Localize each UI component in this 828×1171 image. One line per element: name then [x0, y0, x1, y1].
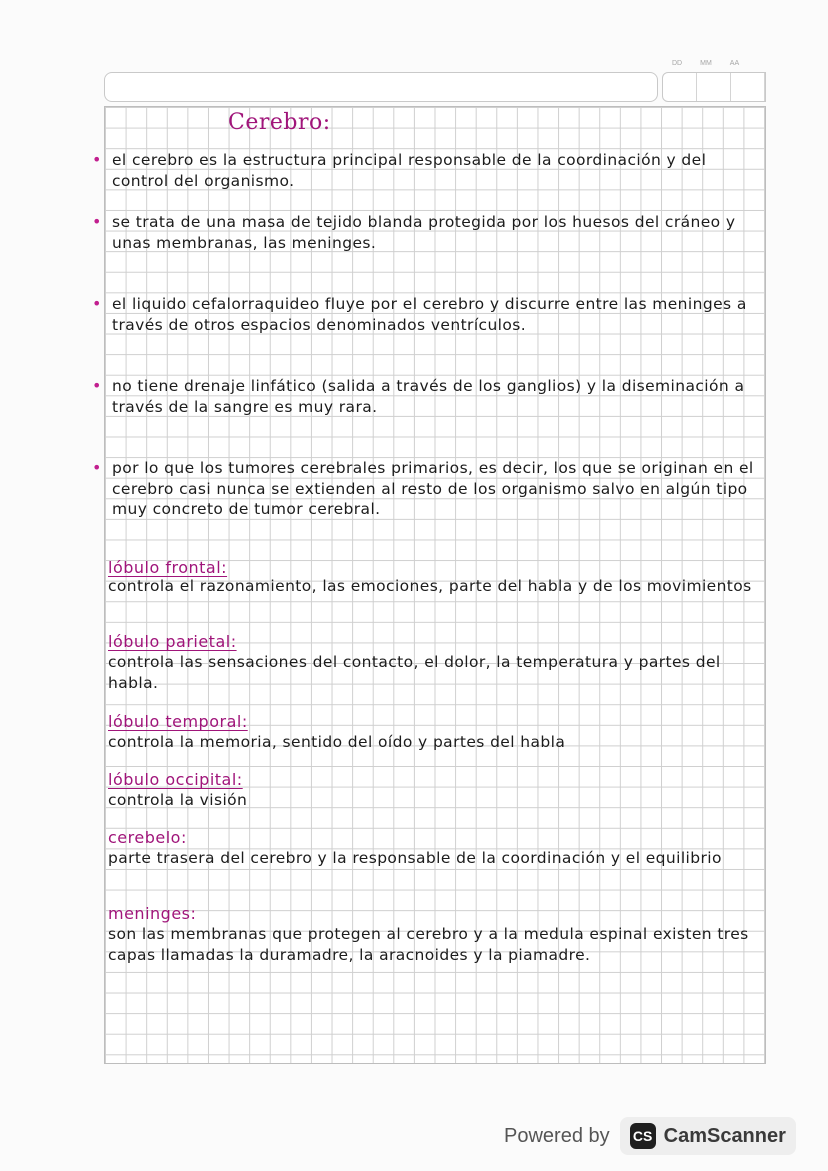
section-heading-frontal: lóbulo frontal: [108, 558, 228, 577]
section-text-parietal: controla las sensaciones del contacto, el dolor, la temperatura y partes del habla. [108, 653, 721, 692]
section-text-cerebelo: parte trasera del cerebro y la responsable de la coordinación y el equilibrio [108, 849, 722, 867]
section-text-frontal: controla el razonamiento, las emociones, parte del habla y de los movimientos [108, 577, 752, 595]
section-heading-occipital: lóbulo occipital: [108, 770, 243, 789]
header-row [104, 72, 764, 102]
section-heading-cerebelo: cerebelo: [108, 828, 187, 847]
powered-by-label: Powered by [504, 1124, 610, 1147]
section-heading-temporal: lóbulo temporal: [108, 712, 248, 731]
camscanner-watermark [504, 1116, 796, 1156]
date-label-day: DD [672, 60, 683, 67]
bullet-item: • por lo que los tumores cerebrales primarios, es decir, los que se originan en el cerebro casi nunca se extienden al resto de los organismo salvo en algún tipo muy concreto de tumor cerebral. [112, 458, 760, 520]
section-text-meninges: son las membranas que protegen al cerebro y a la medula espinal existen tres capas llamadas la duramadre, la aracnoides y la piamadre. [108, 925, 749, 964]
date-box [662, 72, 766, 102]
date-labels [672, 60, 772, 67]
date-cell-day [663, 73, 697, 101]
bullet-item: • se trata de una masa de tejido blanda protegida por los huesos del cráneo y unas membranas, las meninges. [112, 212, 760, 253]
camscanner-badge [620, 1117, 796, 1155]
page-title: Cerebro: [228, 110, 331, 135]
bullet-item: • el cerebro es la estructura principal responsable de la coordinación y del control del organismo. [112, 150, 760, 191]
camscanner-brand: CamScanner [663, 1124, 786, 1147]
date-label-month: MM [700, 60, 712, 67]
date-cell-month [697, 73, 731, 101]
section-text-temporal: controla la memoria, sentido del oído y partes del habla [108, 733, 566, 751]
title-box [104, 72, 658, 102]
section-heading-meninges: meninges: [108, 904, 197, 923]
date-cell-year [731, 73, 765, 101]
date-label-year: AA [729, 60, 740, 67]
section-text-occipital: controla la visión [108, 791, 248, 809]
bullet-item: • el liquido cefalorraquideo fluye por el cerebro y discurre entre las meninges a través de otros espacios denominados ventrículos. [112, 294, 760, 335]
camscanner-logo-icon: CS [630, 1123, 656, 1149]
section-heading-parietal: lóbulo parietal: [108, 632, 237, 651]
bullet-item: • no tiene drenaje linfático (salida a través de los ganglios) y la diseminación a través de la sangre es muy rara. [112, 376, 760, 417]
